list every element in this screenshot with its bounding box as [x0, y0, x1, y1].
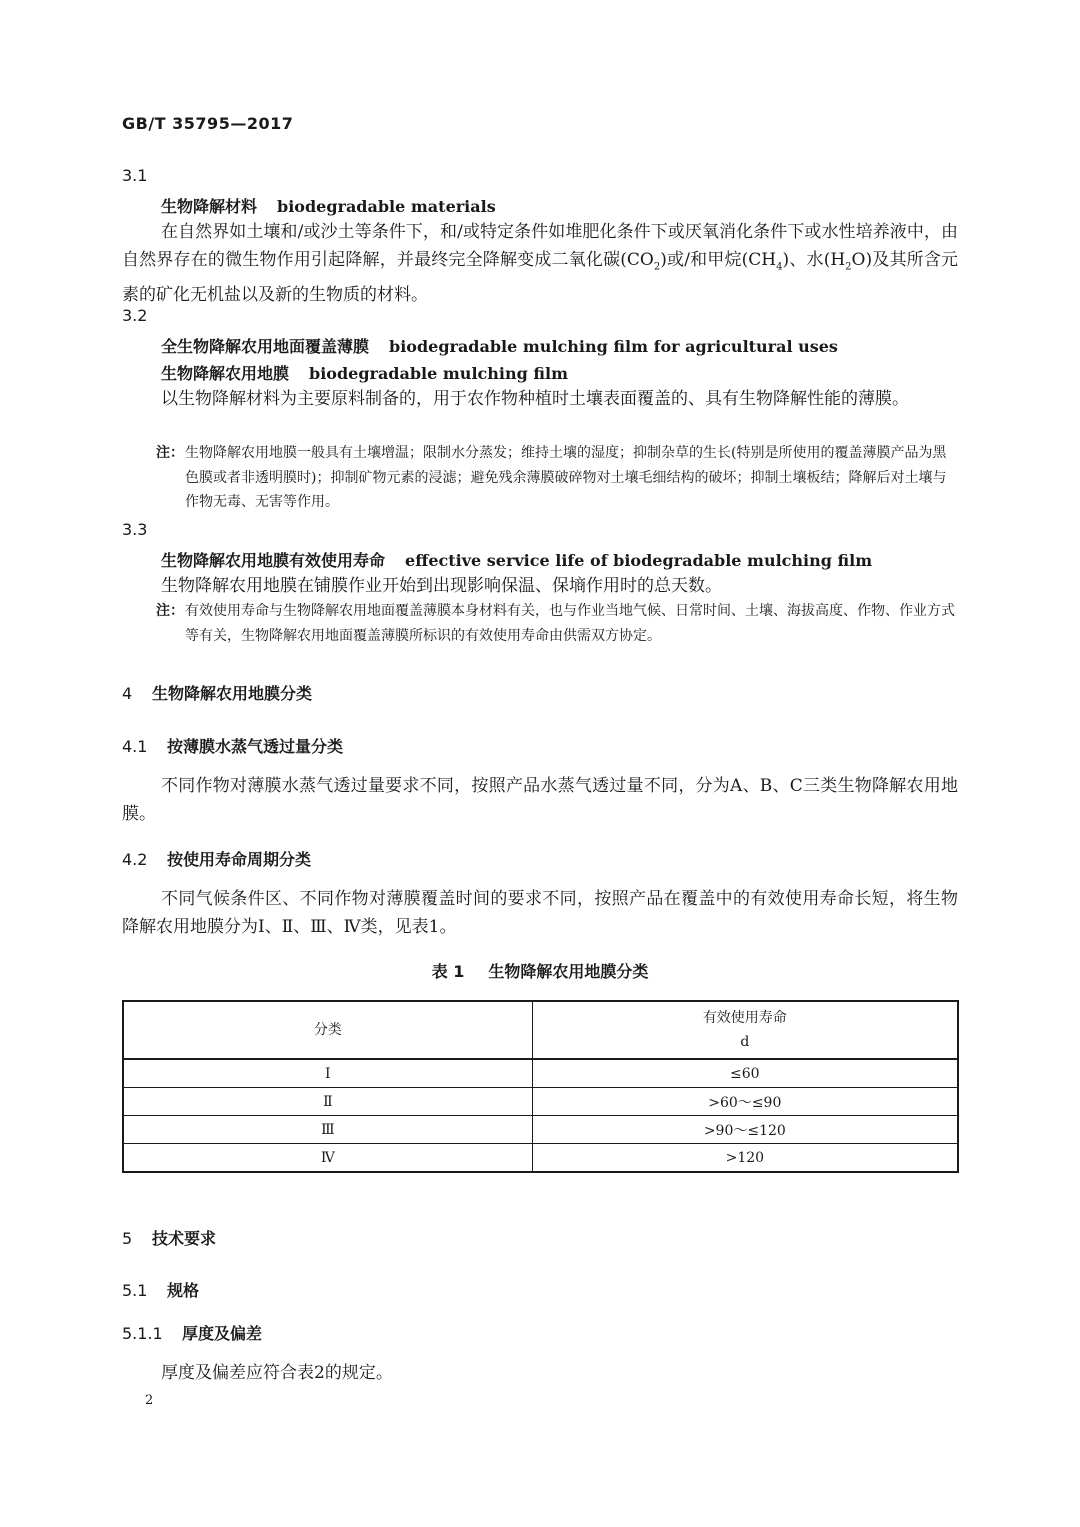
term-3-2-primary: [161, 334, 838, 357]
section-number: 4.1: [122, 737, 148, 756]
term-en: biodegradable materials: [277, 197, 496, 216]
note-3-3: [156, 599, 958, 648]
section-number: 5: [122, 1229, 133, 1248]
section-4-heading: [122, 681, 312, 704]
section-number: 5.1.1: [122, 1324, 163, 1343]
col-header-life: [532, 1001, 958, 1059]
table-header-row: [123, 1001, 958, 1059]
table-row: [123, 1144, 958, 1173]
standard-code: GB/T 35795—2017: [122, 114, 294, 133]
def-text-3: )、水(H: [782, 250, 846, 270]
section-4-1-text: 不同作物对薄膜水蒸气透过量要求不同，按照产品水蒸气透过量不同，分为A、B、C三类生物降解农用地膜。: [122, 776, 958, 824]
term-3-2-synonym: [161, 361, 568, 384]
def-text-4: O)及其所含元素的矿化无机盐以及新的生物质的材料。: [122, 250, 959, 306]
clause-number-3-2: 3.2: [122, 306, 148, 325]
table-title: 生物降解农用地膜分类: [488, 962, 649, 981]
term-3-3: [161, 548, 872, 571]
note-3-2: [156, 441, 958, 515]
clause-number-3-1: 3.1: [122, 166, 148, 185]
term-cn: 生物降解农用地膜: [161, 364, 290, 383]
section-5-1-1-text: 厚度及偏差应符合表2的规定。: [161, 1363, 393, 1383]
section-5-1-heading: [122, 1278, 199, 1301]
term-en: biodegradable mulching film for agricultural uses: [389, 337, 838, 356]
def-text-1: 在自然界如土壤和/或沙土等条件下，和/或特定条件如堆肥化条件下或厌氧消化条件下或水性培养液中，由自然界存在的微生物作用引起降解，并最终完全降解变成二氧化碳(CO: [122, 222, 958, 270]
cell-class: Ⅰ: [123, 1059, 532, 1088]
term-3-1: [161, 194, 496, 217]
term-cn: 生物降解农用地膜有效使用寿命: [161, 551, 386, 570]
definition-3-3: 生物降解农用地膜在铺膜作业开始到出现影响保温、保墒作用时的总天数。: [161, 576, 722, 596]
section-4-1-heading: [122, 734, 343, 757]
section-number: 4: [122, 684, 133, 703]
term-en: biodegradable mulching film: [309, 364, 568, 383]
clause-number-3-3: 3.3: [122, 520, 148, 539]
cell-life: >120: [532, 1144, 958, 1173]
cell-class: Ⅲ: [123, 1116, 532, 1144]
cell-life: >90～≤120: [532, 1116, 958, 1144]
cell-life: >60～≤90: [532, 1088, 958, 1116]
cell-life: ≤60: [532, 1059, 958, 1088]
classification-table: [122, 1000, 959, 1173]
table-1-caption: [0, 959, 1080, 982]
subscript-co2: 2: [653, 261, 661, 273]
section-number: 5.1: [122, 1281, 148, 1300]
note-label: 注：: [156, 445, 184, 461]
table-row: [123, 1059, 958, 1088]
section-title: 规格: [167, 1281, 200, 1300]
cell-class: Ⅳ: [123, 1144, 532, 1173]
section-title: 生物降解农用地膜分类: [152, 684, 313, 703]
definition-3-1: [122, 218, 958, 309]
col-header-life-label: 有效使用寿命: [702, 1010, 787, 1026]
table-row: [123, 1088, 958, 1116]
table-number: 表 1: [431, 962, 465, 981]
term-en: effective service life of biodegradable mulching film: [405, 551, 873, 570]
section-number: 4.2: [122, 850, 148, 869]
section-5-heading: [122, 1226, 216, 1249]
note-label: 注：: [156, 603, 184, 619]
section-4-2-text: 不同气候条件区、不同作物对薄膜覆盖时间的要求不同，按照产品在覆盖中的有效使用寿命长短，将生物降解农用地膜分为Ⅰ、Ⅱ、Ⅲ、Ⅳ类，见表1。: [122, 889, 958, 937]
subscript-h2o: 2: [845, 261, 852, 273]
definition-3-2: 以生物降解材料为主要原料制备的，用于农作物种植时土壤表面覆盖的、具有生物降解性能的薄膜。: [161, 389, 909, 409]
section-5-1-1-heading: [122, 1321, 262, 1344]
note-text: 有效使用寿命与生物降解农用地面覆盖薄膜本身材料有关，也与作业当地气候、日常时间、土壤、海拔高度、作物、作业方式等有关，生物降解农用地面覆盖薄膜所标识的有效使用寿命由供需双方协定。: [185, 603, 955, 644]
col-header-life-unit: d: [740, 1034, 750, 1050]
page-number: 2: [145, 1393, 154, 1408]
term-cn: 生物降解材料: [161, 197, 258, 216]
col-header-class: 分类: [123, 1001, 532, 1059]
def-text-2: )或/和甲烷(CH: [660, 250, 777, 270]
term-cn: 全生物降解农用地面覆盖薄膜: [161, 337, 370, 356]
cell-class: Ⅱ: [123, 1088, 532, 1116]
section-4-2-heading: [122, 847, 311, 870]
subscript-ch4: 4: [776, 261, 783, 273]
section-title: 技术要求: [152, 1229, 217, 1248]
table-row: [123, 1116, 958, 1144]
note-text: 生物降解农用地膜一般具有土壤增温；限制水分蒸发；维持土壤的湿度；抑制杂草的生长(特别是所使用的覆盖薄膜产品为黑色膜或者非透明膜时)；抑制矿物元素的浸滤；避免残余薄膜破碎物对土壤毛细结构的破坏；抑制土壤板结；降解后对土壤与作物无毒、无害等作用。: [185, 445, 947, 510]
section-title: 按薄膜水蒸气透过量分类: [167, 737, 344, 756]
section-title: 厚度及偏差: [182, 1324, 263, 1343]
section-title: 按使用寿命周期分类: [167, 850, 312, 869]
